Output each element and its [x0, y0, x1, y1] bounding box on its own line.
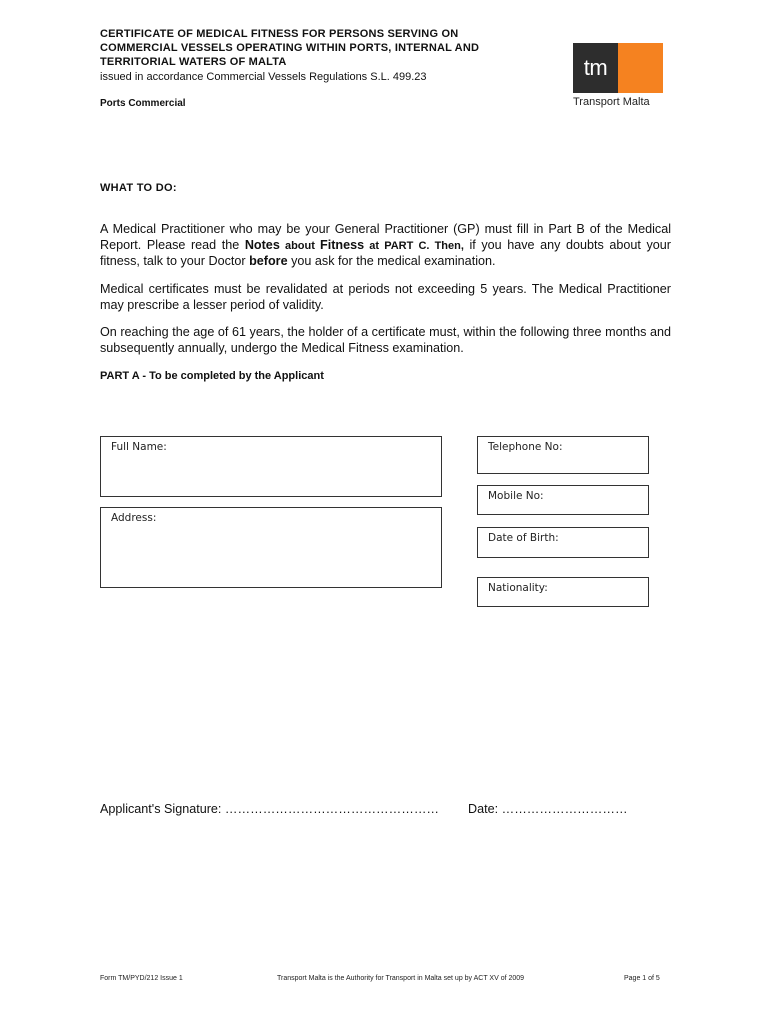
nationality-label: Nationality: [488, 582, 548, 594]
logo-mark: tm [573, 43, 618, 93]
address-label: Address: [111, 512, 157, 524]
logo-caption: Transport Malta [573, 96, 650, 108]
date-of-birth-field[interactable] [477, 527, 649, 558]
document-subtitle: issued in accordance Commercial Vessels Regulations S.L. 499.23 [100, 71, 427, 83]
section-label: Ports Commercial [100, 98, 186, 109]
what-to-do-heading: WHAT TO DO: [100, 182, 177, 194]
instruction-paragraph-3: On reaching the age of 61 years, the holder of a certificate must, within the following three months and subsequently annually, undergo the Medical Fitness examination. [100, 325, 671, 355]
before-emphasis: before [249, 254, 288, 268]
transport-malta-logo [573, 43, 663, 93]
mobile-label: Mobile No: [488, 490, 544, 502]
fitness-emphasis: Fitness [320, 237, 365, 252]
footer-authority: Transport Malta is the Authority for Transport in Malta set up by ACT XV of 2009 [277, 975, 525, 982]
part-a-heading: PART A - To be completed by the Applicant [100, 370, 324, 382]
footer-form-id: Form TM/PYD/212 Issue 1 [100, 975, 183, 982]
date-of-birth-label: Date of Birth: [488, 532, 559, 544]
nationality-field[interactable] [477, 577, 649, 607]
applicant-signature-line[interactable]: Applicant's Signature: …………………………………………… [100, 802, 440, 816]
full-name-field[interactable] [100, 436, 442, 497]
logo-orange-block [618, 43, 663, 93]
full-name-label: Full Name: [111, 441, 167, 453]
address-field[interactable] [100, 507, 442, 588]
footer-page-number: Page 1 of 5 [624, 975, 660, 982]
mobile-field[interactable] [477, 485, 649, 515]
instruction-paragraph-1: A Medical Practitioner who may be your General Practitioner (GP) must fill in Part B of the Medical Report. Please read the Notes about Fitness at PART C. Then, if you have any doubts about your fitness, talk to your Doctor before you ask for the medical examination. [100, 222, 671, 268]
telephone-field[interactable] [477, 436, 649, 474]
instruction-paragraph-2: Medical certificates must be revalidated at periods not exceeding 5 years. The Medical Practitioner may prescribe a lesser period of validity. [100, 282, 671, 312]
telephone-label: Telephone No: [488, 441, 563, 453]
document-title: CERTIFICATE OF MEDICAL FITNESS FOR PERSONS SERVING ON COMMERCIAL VESSELS OPERATING WITHIN PORTS, INTERNAL AND TERRITORIAL WATERS OF MALTA [100, 28, 480, 68]
notes-emphasis: Notes [244, 237, 280, 252]
signature-date-line[interactable]: Date: ………………………… [468, 802, 628, 816]
